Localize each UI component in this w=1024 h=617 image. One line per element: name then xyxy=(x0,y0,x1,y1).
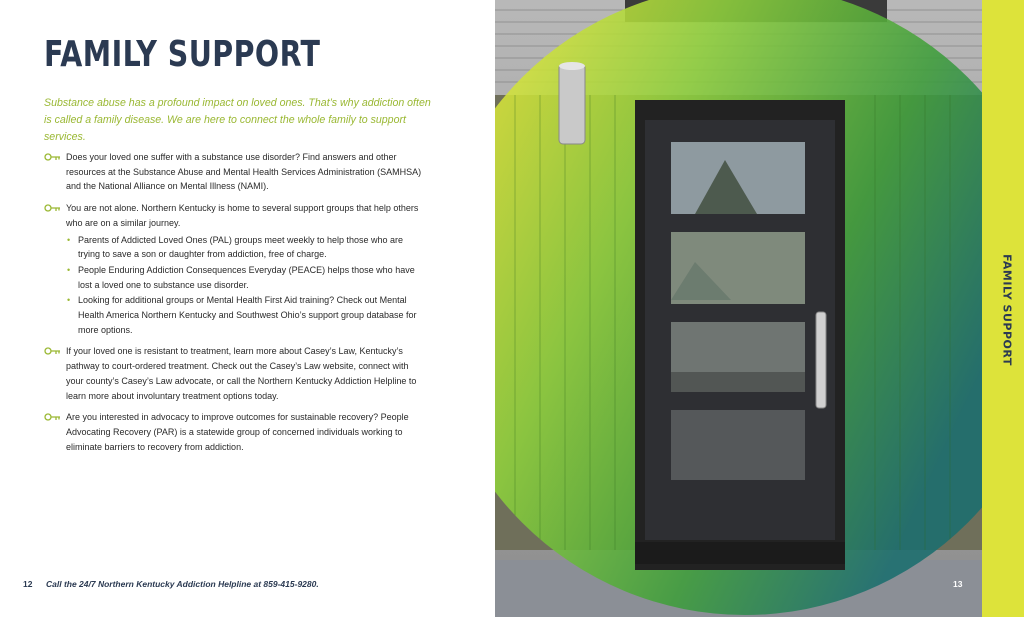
key-icon xyxy=(44,151,61,163)
door-illustration xyxy=(495,0,982,617)
list-item-text: Are you interested in advocacy to improve outcomes for sustainable recovery? People Advocating Recovery (PAR) is a statewide group of concerned individuals working to eliminate barriers to recovery from addiction. xyxy=(66,412,409,452)
left-page xyxy=(0,0,495,617)
sub-list-item xyxy=(66,263,424,292)
list-item xyxy=(44,344,424,403)
list-item xyxy=(44,201,424,337)
list-item xyxy=(44,410,424,454)
list-item-text: If your loved one is resistant to treatment, learn more about Casey’s Law, Kentucky’s pathway to court-ordered treatment. Check out the Casey’s Law website, connect with your county’s Casey’s Law advocate, or call the Northern Kentucky Addiction Helpline to learn more about involuntary treatment options today. xyxy=(66,346,417,401)
sub-item-text: People Enduring Addiction Consequences Everyday (PEACE) helps those who have lost a loved one to substance use disorder. xyxy=(78,264,415,290)
key-icon xyxy=(44,345,61,357)
key-icon xyxy=(44,411,61,423)
sub-item-text: Parents of Addicted Loved Ones (PAL) groups meet weekly to help those who are trying to save a son or daughter from addiction, free of charge. xyxy=(78,234,404,260)
page-number-right: 13 xyxy=(953,579,963,589)
sub-list-item xyxy=(66,233,424,262)
helpline-footer: Call the 24/7 Northern Kentucky Addiction Helpline at 859-415-9280. xyxy=(46,579,319,589)
page-number-left: 12 xyxy=(23,579,33,589)
list-item-text: You are not alone. Northern Kentucky is home to several support groups that help others who are on a similar journey. xyxy=(66,203,419,228)
sub-list xyxy=(66,233,424,338)
glass-pane xyxy=(671,410,805,480)
intro-text: Substance abuse has a profound impact on loved ones. That’s why addiction often is called a family disease. We are here to connect the whole family to support services. xyxy=(44,97,431,143)
bullet-dot: • xyxy=(67,295,71,306)
door-mat xyxy=(635,542,845,564)
page-title: FAMILY SUPPORT xyxy=(44,34,321,75)
sub-item-text: Looking for additional groups or Mental Health First Aid training? Check out Mental Health America Northern Kentucky and Southwest Ohio’s support group database for more options. xyxy=(78,295,417,335)
list-item xyxy=(44,150,424,194)
wall-lamp xyxy=(559,64,585,144)
bullet-dot: • xyxy=(67,264,71,275)
key-icon xyxy=(44,202,61,214)
door-photo xyxy=(495,0,982,617)
door-handle xyxy=(816,312,826,408)
list-item-text: Does your loved one suffer with a substance use disorder? Find answers and other resources at the Substance Abuse and Mental Health Services Administration (SAMHSA) and the National Alliance on Mental Illness (NAMI). xyxy=(66,152,422,192)
support-list xyxy=(44,150,424,461)
sub-list-item xyxy=(66,293,424,337)
side-section-label: FAMILY SUPPORT xyxy=(1000,254,1014,366)
bullet-dot: • xyxy=(67,234,71,245)
